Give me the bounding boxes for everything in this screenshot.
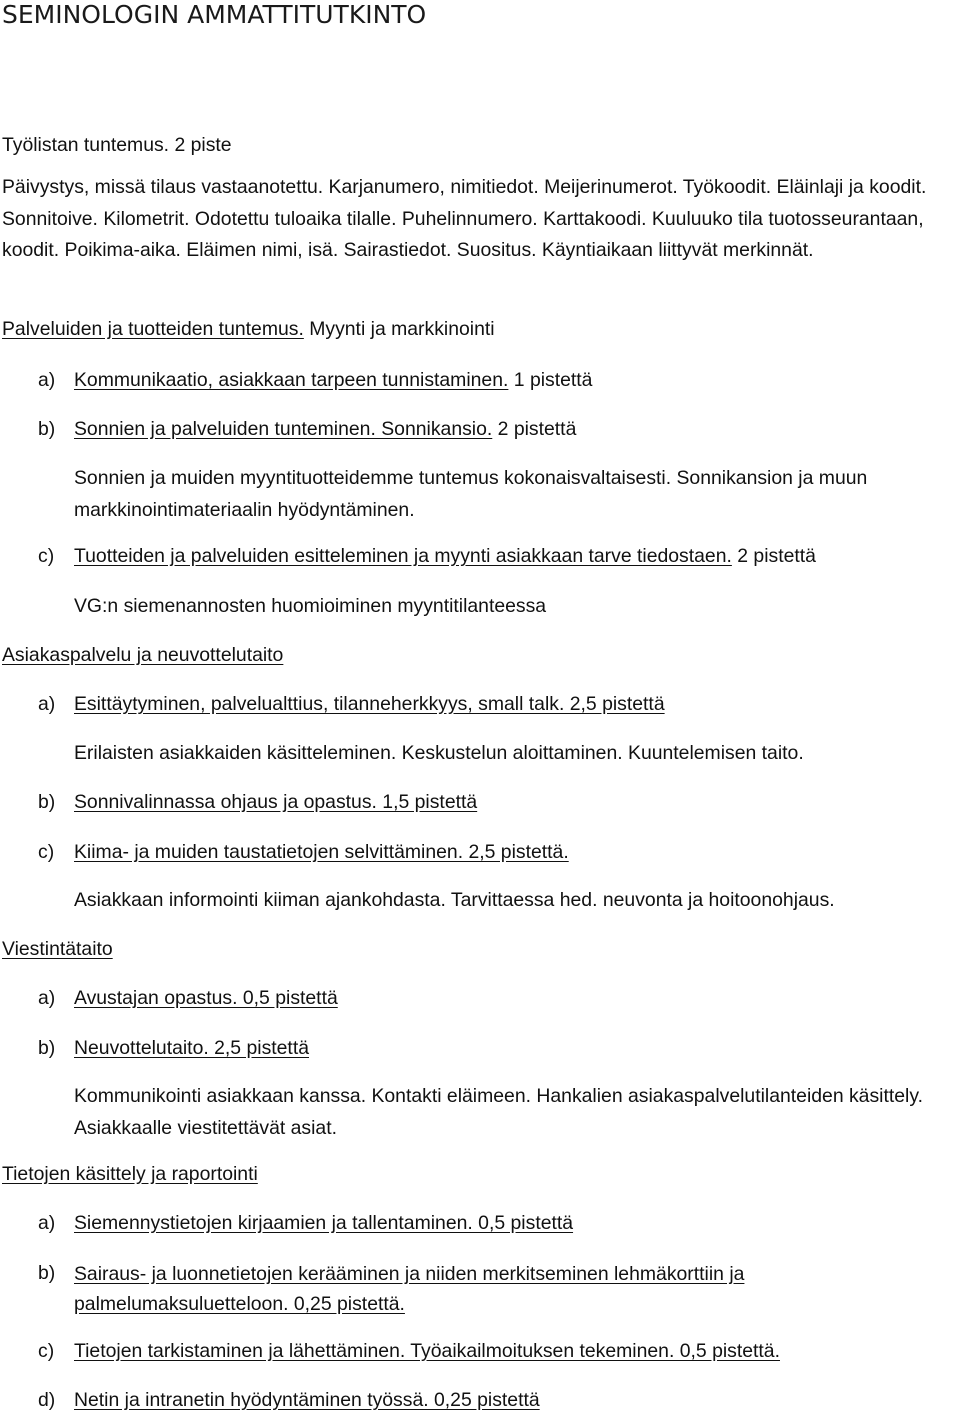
list-item: Tietojen tarkistaminen ja lähettäminen. Työaikailmoituksen tekeminen. 0,5 pistettä. xyxy=(74,1340,780,1362)
list-label: c) xyxy=(38,841,55,863)
list-item xyxy=(74,366,592,395)
list-label: c) xyxy=(38,1340,55,1362)
list-item-underlined: Sonnien ja palveluiden tunteminen. Sonnikansio. xyxy=(74,418,493,440)
list-item-points: 2 pistettä xyxy=(492,418,577,440)
section-heading-communication: Viestintätaito xyxy=(2,938,113,960)
list-item-points: 2 pistettä xyxy=(731,545,816,567)
list-label: b) xyxy=(38,791,56,813)
list-label: b) xyxy=(38,1262,56,1284)
list-item-note: Kommunikointi asiakkaan kanssa. Kontakti eläimeen. Hankalien asiakaspalvelutilanteiden käsittely. Asiakkaalle viestitettävät asiat. xyxy=(74,1085,923,1139)
list-item: Esittäytyminen, palvelualttius, tilanneherkkyys, small talk. 2,5 pistettä xyxy=(74,693,665,715)
section-heading-work-list: Työlistan tuntemus. 2 piste xyxy=(2,134,232,156)
list-label: a) xyxy=(38,987,56,1009)
list-label: b) xyxy=(38,1037,56,1059)
list-item-note: Erilaisten asiakkaiden käsitteleminen. Keskustelun aloittaminen. Kuuntelemisen taito. xyxy=(74,742,804,764)
list-label: d) xyxy=(38,1389,56,1411)
list-item-underlined: Kommunikaatio, asiakkaan tarpeen tunnistaminen. xyxy=(74,369,509,391)
list-item: Kiima- ja muiden taustatietojen selvittäminen. 2,5 pistettä. xyxy=(74,841,569,863)
section-heading-services xyxy=(2,315,495,344)
list-item-note: VG:n siemenannosten huomioiminen myyntitilanteessa xyxy=(74,595,547,617)
list-item-note: Asiakkaan informointi kiiman ajankohdasta. Tarvittaessa hed. neuvonta ja hoitoonohjaus. xyxy=(74,889,835,911)
list-label: a) xyxy=(38,369,56,391)
list-label: a) xyxy=(38,693,56,715)
list-item xyxy=(74,542,816,571)
section-heading-customer-service: Asiakaspalvelu ja neuvottelutaito xyxy=(2,644,284,666)
list-item: Avustajan opastus. 0,5 pistettä xyxy=(74,987,338,1009)
services-heading-underlined: Palveluiden ja tuotteiden tuntemus. xyxy=(2,318,304,340)
list-item-underlined: Tuotteiden ja palveluiden esitteleminen ja myynti asiakkaan tarve tiedostaen. xyxy=(74,545,732,567)
list-item: Neuvottelutaito. 2,5 pistettä xyxy=(74,1037,309,1059)
list-label: a) xyxy=(38,1212,56,1234)
list-item-points: 1 pistettä xyxy=(508,369,593,391)
services-heading-rest: Myynti ja markkinointi xyxy=(303,318,495,340)
list-item xyxy=(74,415,576,444)
list-label: b) xyxy=(38,418,56,440)
list-item: Netin ja intranetin hyödyntäminen työssä. 0,25 pistettä xyxy=(74,1389,540,1411)
list-label: c) xyxy=(38,545,55,567)
list-item: Sonnivalinnassa ohjaus ja opastus. 1,5 pistettä xyxy=(74,791,478,813)
list-item: Sairaus- ja luonnetietojen kerääminen ja niiden merkitseminen lehmäkorttiin ja palmelumaksuluetteloon. 0,25 pistettä. xyxy=(74,1263,745,1315)
document-title: SEMINOLOGIN AMMATTITUTKINTO xyxy=(2,0,427,29)
section-heading-data-handling: Tietojen käsittely ja raportointi xyxy=(2,1163,258,1185)
work-list-paragraph: Päivystys, missä tilaus vastaanotettu. Karjanumero, nimitiedot. Meijerinumerot. Työkoodit. Eläinlaji ja koodit. Sonnitoive. Kilometrit. Odotettu tuloaika tilalle. Puhelinnumero. Karttakoodi. Kuuluuko tila tuotosseurantaan, koodit. Poikima-aika. Eläimen nimi, isä. Sairastiedot. Suositus. Käyntiaikaan liittyvät merkinnät. xyxy=(2,176,927,261)
list-item-note: Sonnien ja muiden myyntituotteidemme tuntemus kokonaisvaltaisesti. Sonnikansion ja muun markkinointimateriaalin hyödyntäminen. xyxy=(74,467,868,521)
list-item: Siemennystietojen kirjaamien ja tallentaminen. 0,5 pistettä xyxy=(74,1212,574,1234)
